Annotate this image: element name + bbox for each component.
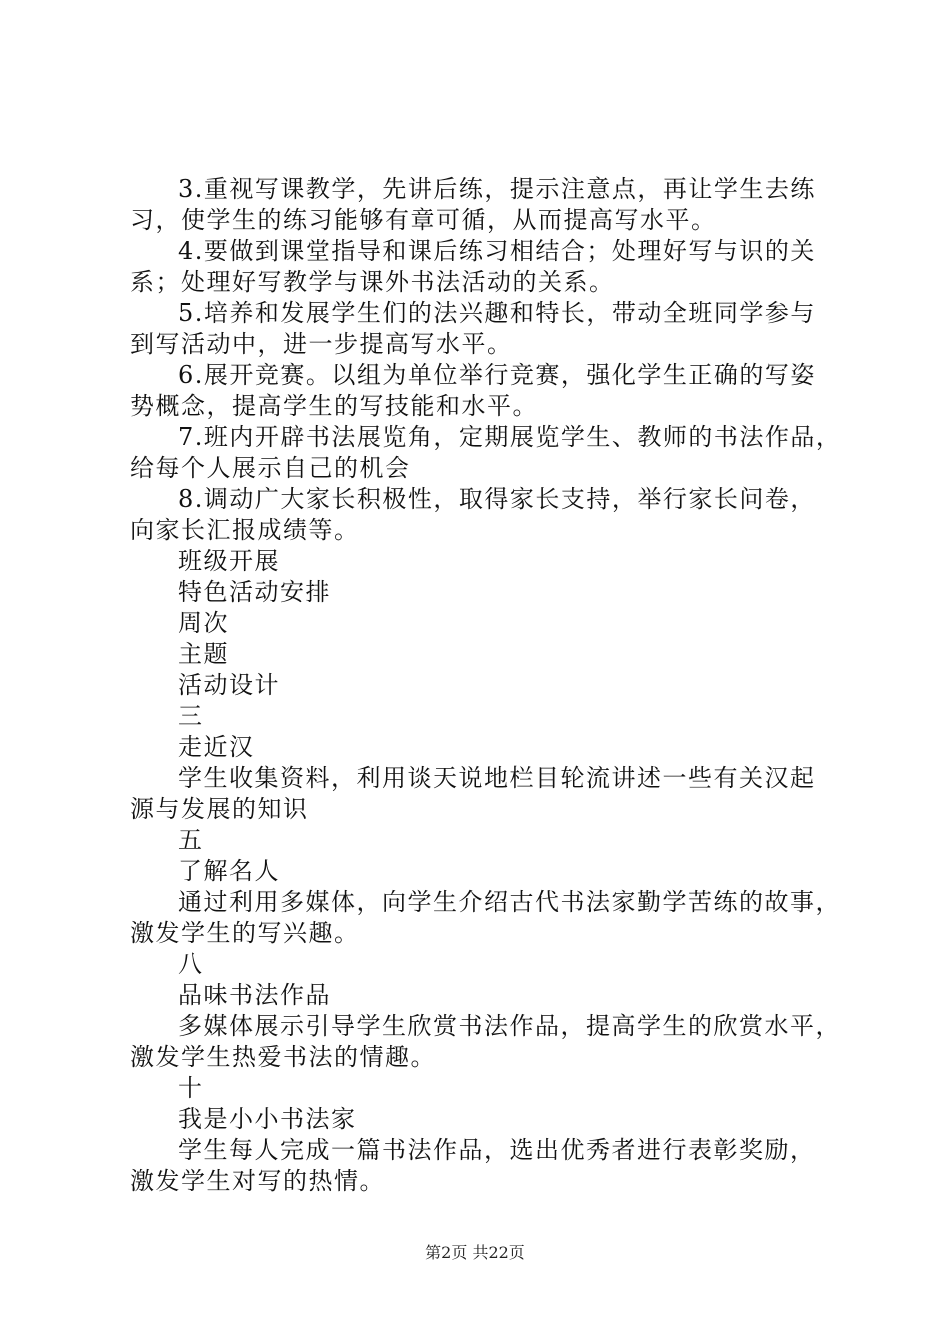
text-line: 多媒体展示引导学生欣赏书法作品，提高学生的欣赏水平， <box>178 1012 841 1040</box>
text-line: 十 <box>178 1074 204 1102</box>
text-line: 五 <box>178 826 204 854</box>
text-line: 八 <box>178 950 204 978</box>
text-line: 三 <box>178 702 204 730</box>
text-line: 5.培养和发展学生们的法兴趣和特长，带动全班同学参与 <box>178 299 816 327</box>
text-line: 3.重视写课教学，先讲后练，提示注意点，再让学生去练 <box>178 175 816 203</box>
text-line: 4.要做到课堂指导和课后练习相结合；处理好写与识的关 <box>178 237 816 265</box>
text-line: 主题 <box>178 640 229 668</box>
text-line: 走近汉 <box>178 733 255 761</box>
text-line: 7.班内开辟书法展览角，定期展览学生、教师的书法作品， <box>178 423 842 451</box>
text-line: 激发学生的写兴趣。 <box>130 919 360 947</box>
text-line: 班级开展 <box>178 547 280 575</box>
text-line: 特色活动安排 <box>178 578 331 606</box>
text-line: 活动设计 <box>178 671 280 699</box>
text-line: 通过利用多媒体，向学生介绍古代书法家勤学苦练的故事， <box>178 888 841 916</box>
text-line: 势概念，提高学生的写技能和水平。 <box>130 392 538 420</box>
text-line: 学生收集资料，利用谈天说地栏目轮流讲述一些有关汉起 <box>178 764 816 792</box>
text-line: 我是小小书法家 <box>178 1105 357 1133</box>
text-line: 品味书法作品 <box>178 981 331 1009</box>
text-line: 学生每人完成一篇书法作品，选出优秀者进行表彰奖励， <box>178 1136 816 1164</box>
page-footer: 第2页 共22页 <box>425 1243 525 1262</box>
text-line: 激发学生热爱书法的情趣。 <box>130 1043 436 1071</box>
text-line: 向家长汇报成绩等。 <box>130 516 360 544</box>
text-line: 习，使学生的练习能够有章可循，从而提高写水平。 <box>130 206 717 234</box>
text-line: 给每个人展示自己的机会 <box>130 454 411 482</box>
text-line: 激发学生对写的热情。 <box>130 1167 385 1195</box>
text-line: 系；处理好写教学与课外书法活动的关系。 <box>130 268 615 296</box>
text-line: 6.展开竞赛。以组为单位举行竞赛，强化学生正确的写姿 <box>178 361 816 389</box>
text-line: 了解名人 <box>178 857 280 885</box>
text-line: 到写活动中，进一步提高写水平。 <box>130 330 513 358</box>
text-line: 周次 <box>178 609 229 637</box>
text-line: 源与发展的知识 <box>130 795 309 823</box>
document-body <box>130 174 840 1197</box>
text-line: 8.调动广大家长积极性，取得家长支持，举行家长问卷， <box>178 485 816 513</box>
